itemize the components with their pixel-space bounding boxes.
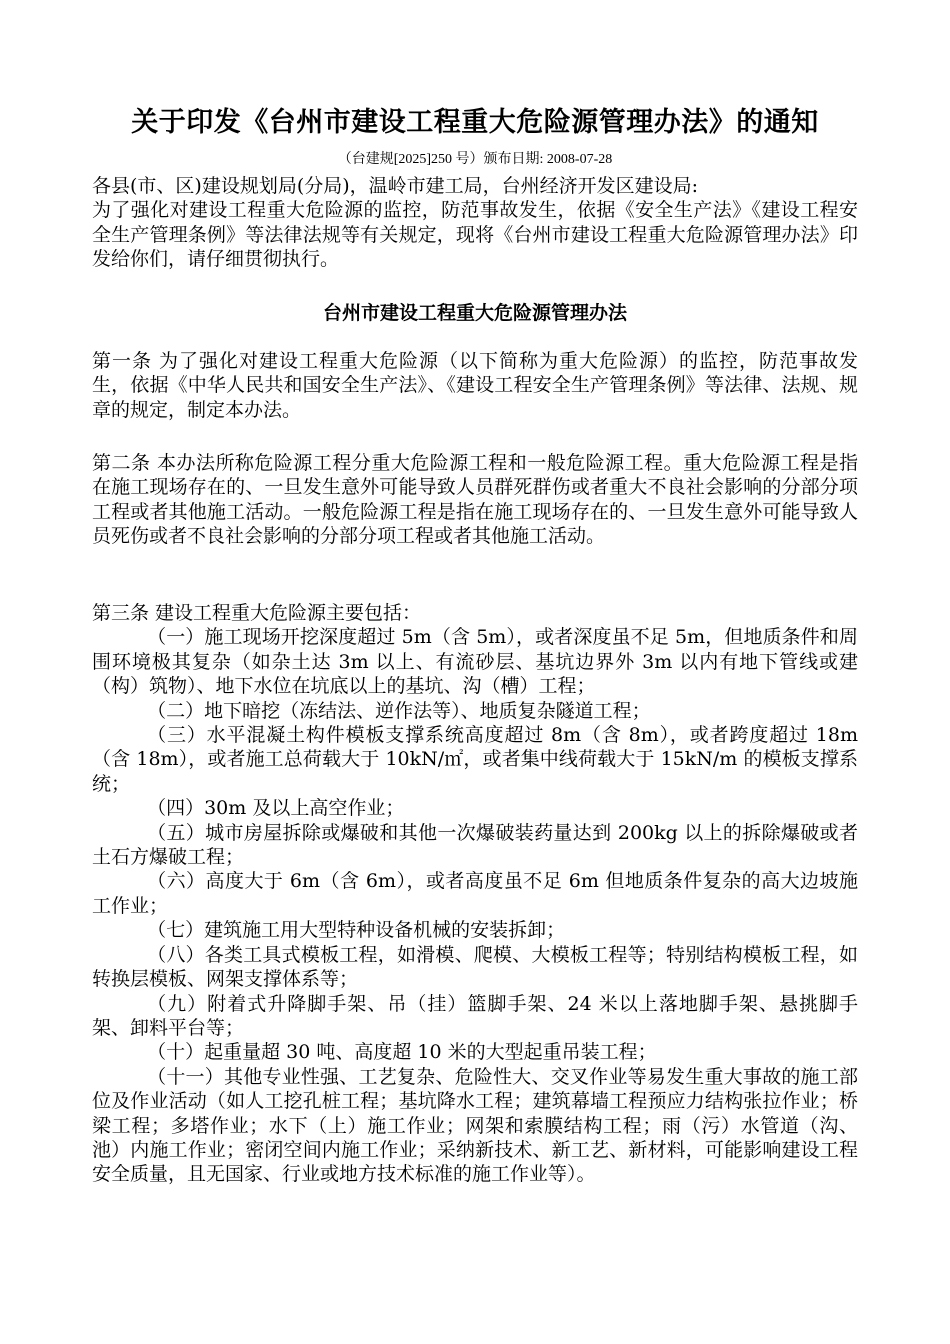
addressee-line: 各县(市、区)建设规划局(分局)，温岭市建工局，台州经济开发区建设局: [92, 175, 699, 197]
article-3-item: （六）高度大于 6m（含 6m），或者高度虽不足 6m 但地质条件复杂的高大边坡施工作业； [92, 870, 858, 917]
article-3-item: （九）附着式升降脚手架、吊（挂）篮脚手架、24 米以上落地脚手架、悬挑脚手架、卸料平台等； [92, 992, 858, 1039]
document-meta: （台建规[2025]250 号）颁布日期: 2008-07-28 [337, 152, 613, 167]
article-3-item: （七）建筑施工用大型特种设备机械的安装拆卸； [147, 919, 566, 942]
article-3-item: （十一）其他专业性强、工艺复杂、危险性大、交叉作业等易发生重大事故的施工部位及作业活动（如人工挖孔桩工程；基坑降水工程；建筑幕墙工程预应力结构张拉作业；桥梁工程；多塔作业；水下（上）施工作业；网架和索膜结构工程；雨（污）水管道（沟、池）内施工作业；密闭空间内施工作业；采纳新技术、新工艺、新材料，可能影响建设工程安全质量，且无国家、行业或地方技术标准的施工作业等）。 [92, 1065, 858, 1186]
document-title: 关于印发《台州市建设工程重大危险源管理办法》的通知 [131, 107, 819, 138]
regulation-subtitle: 台州市建设工程重大危险源管理办法 [322, 302, 627, 324]
article-2: 第二条 本办法所称危险源工程分重大危险源工程和一般危险源工程。重大危险源工程是指在施工现场存在的、一旦发生意外可能导致人员群死群伤或者重大不良社会影响的分部分项工程或者其他施工活动。一般危险源工程是指在施工现场存在的、一旦发生意外可能导致人员死伤或者不良社会影响的分部分项工程或者其他施工活动。 [92, 452, 858, 548]
article-3-item: （四）30m 及以上高空作业； [147, 797, 405, 820]
article-3-item: （十）起重量超 30 吨、高度超 10 米的大型起重吊装工程； [147, 1041, 657, 1064]
article-3 [92, 601, 858, 1187]
article-3-item: （一）施工现场开挖深度超过 5m（含 5m），或者深度虽不足 5m，但地质条件和周围环境极其复杂（如杂土达 3m 以上、有流砂层、基坑边界外 3m 以内有地下管线或建（构）筑物）、地下水位在坑底以上的基坑、沟（槽）工程； [92, 626, 858, 698]
article-3-item: （五）城市房屋拆除或爆破和其他一次爆破装药量达到 200kg 以上的拆除爆破或者土石方爆破工程； [92, 821, 858, 869]
header-section [92, 174, 858, 272]
article-3-item: （八）各类工具式模板工程，如滑模、爬模、大模板工程等；特别结构模板工程，如转换层模板、网架支撑体系等； [92, 943, 858, 991]
intro-paragraph: 为了强化对建设工程重大危险源的监控，防范事故发生，依据《安全生产法》《建设工程安全生产管理条例》等法律法规等有关规定，现将《台州市建设工程重大危险源管理办法》印发给你们，请仔细贯彻执行。 [92, 199, 858, 271]
article-3-item: （三）水平混凝土构件模板支撑系统高度超过 8m（含 8m），或者跨度超过 18m（含 18m），或者施工总荷载大于 10kN/㎡，或者集中线荷载大于 15kN/m 的模板支撑系统； [92, 724, 858, 795]
article-3-item: （二）地下暗挖（冻结法、逆作法等）、地质复杂隧道工程； [147, 699, 651, 722]
article-1: 第一条 为了强化对建设工程重大危险源（以下简称为重大危险源）的监控，防范事故发生，依据《中华人民共和国安全生产法》、《建设工程安全生产管理条例》等法律、法规、规章的规定，制定本办法。 [92, 350, 858, 421]
article-3-heading: 第三条 建设工程重大危险源主要包括： [92, 602, 422, 624]
